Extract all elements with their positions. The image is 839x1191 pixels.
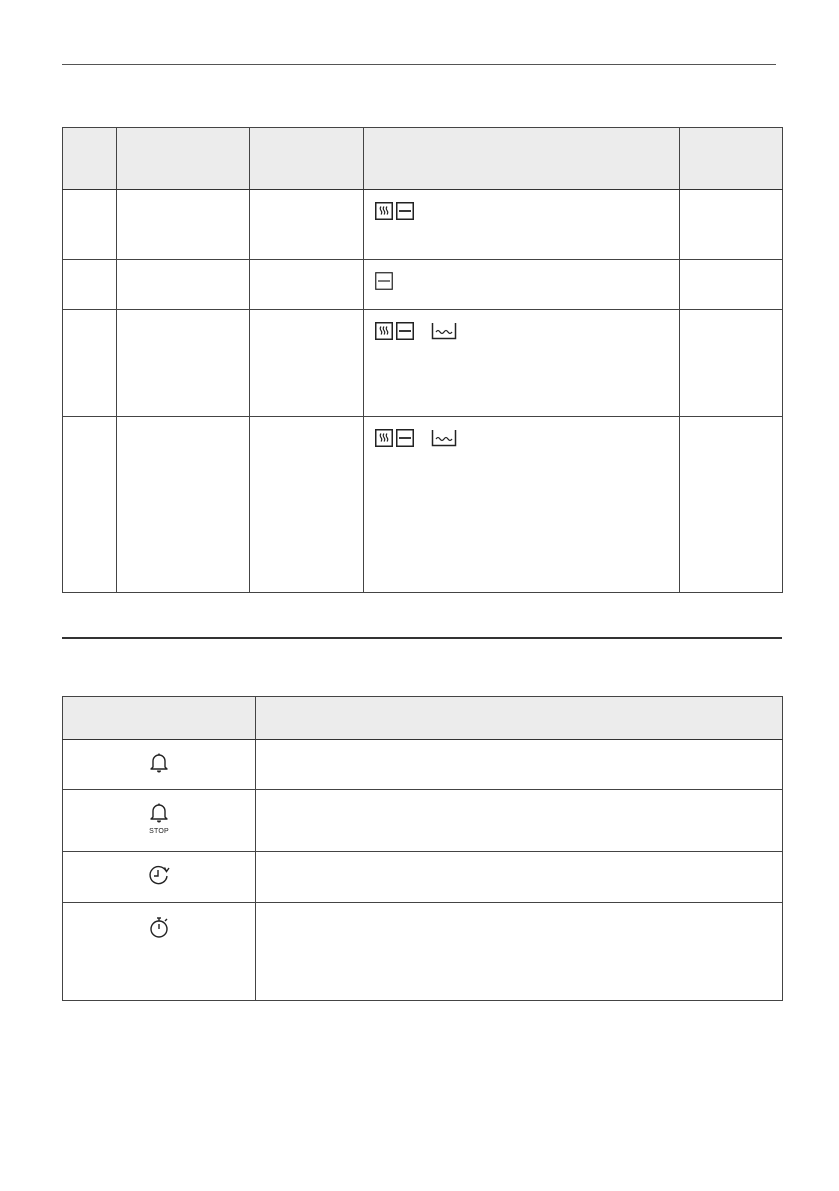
table-cell	[680, 260, 783, 310]
bell-stop-label: STOP	[149, 828, 169, 835]
bottom-heat-icon	[396, 429, 414, 452]
col-header	[680, 128, 783, 190]
table-row	[63, 417, 783, 593]
table-cell	[117, 190, 250, 260]
heating-icons-cell	[364, 260, 680, 310]
table-cell	[250, 310, 364, 417]
table-row	[63, 740, 783, 790]
bell-stop-icon	[148, 812, 170, 829]
function-description-cell	[256, 740, 783, 790]
function-icon-cell	[63, 903, 256, 1001]
clock-end-icon	[147, 874, 171, 891]
table-header-row	[63, 697, 783, 740]
table-cell	[63, 190, 117, 260]
col-header	[63, 128, 117, 190]
bottom-heat-icon	[396, 322, 414, 345]
table-row	[63, 903, 783, 1001]
steps-table	[62, 127, 783, 593]
function-icon-cell	[63, 790, 256, 852]
water-tray-icon	[431, 322, 457, 345]
table-cell	[680, 417, 783, 593]
col-header	[63, 697, 256, 740]
heating-icons-cell	[364, 417, 680, 593]
function-icon-cell	[63, 852, 256, 903]
col-header	[256, 697, 783, 740]
table-row	[63, 852, 783, 903]
table-header-row	[63, 128, 783, 190]
table-cell	[117, 417, 250, 593]
function-description-cell	[256, 903, 783, 1001]
bottom-heat-icon	[396, 202, 414, 225]
table-cell	[63, 260, 117, 310]
function-description-cell	[256, 790, 783, 852]
steam-heat-icon	[375, 429, 393, 452]
col-header	[117, 128, 250, 190]
col-header	[250, 128, 364, 190]
table-cell	[63, 310, 117, 417]
function-description-cell	[256, 852, 783, 903]
table-row	[63, 190, 783, 260]
stopwatch-icon	[147, 927, 171, 944]
timer-functions-table	[62, 696, 783, 1001]
table-row	[63, 310, 783, 417]
bell-icon	[148, 762, 170, 779]
header-rule	[62, 64, 776, 65]
table-cell	[680, 310, 783, 417]
table-cell	[117, 260, 250, 310]
steam-heat-icon	[375, 322, 393, 345]
heating-icons-cell	[364, 190, 680, 260]
table-cell	[250, 190, 364, 260]
function-icon-cell	[63, 740, 256, 790]
water-tray-icon	[431, 429, 457, 452]
table-cell	[680, 190, 783, 260]
table-row	[63, 790, 783, 852]
section-rule	[62, 637, 782, 639]
heating-icons-cell	[364, 310, 680, 417]
steam-heat-icon	[375, 202, 393, 225]
table-cell	[117, 310, 250, 417]
col-header	[364, 128, 680, 190]
table-cell	[250, 417, 364, 593]
table-cell	[250, 260, 364, 310]
table-row	[63, 260, 783, 310]
table-cell	[63, 417, 117, 593]
bottom-heat-icon	[375, 272, 393, 295]
